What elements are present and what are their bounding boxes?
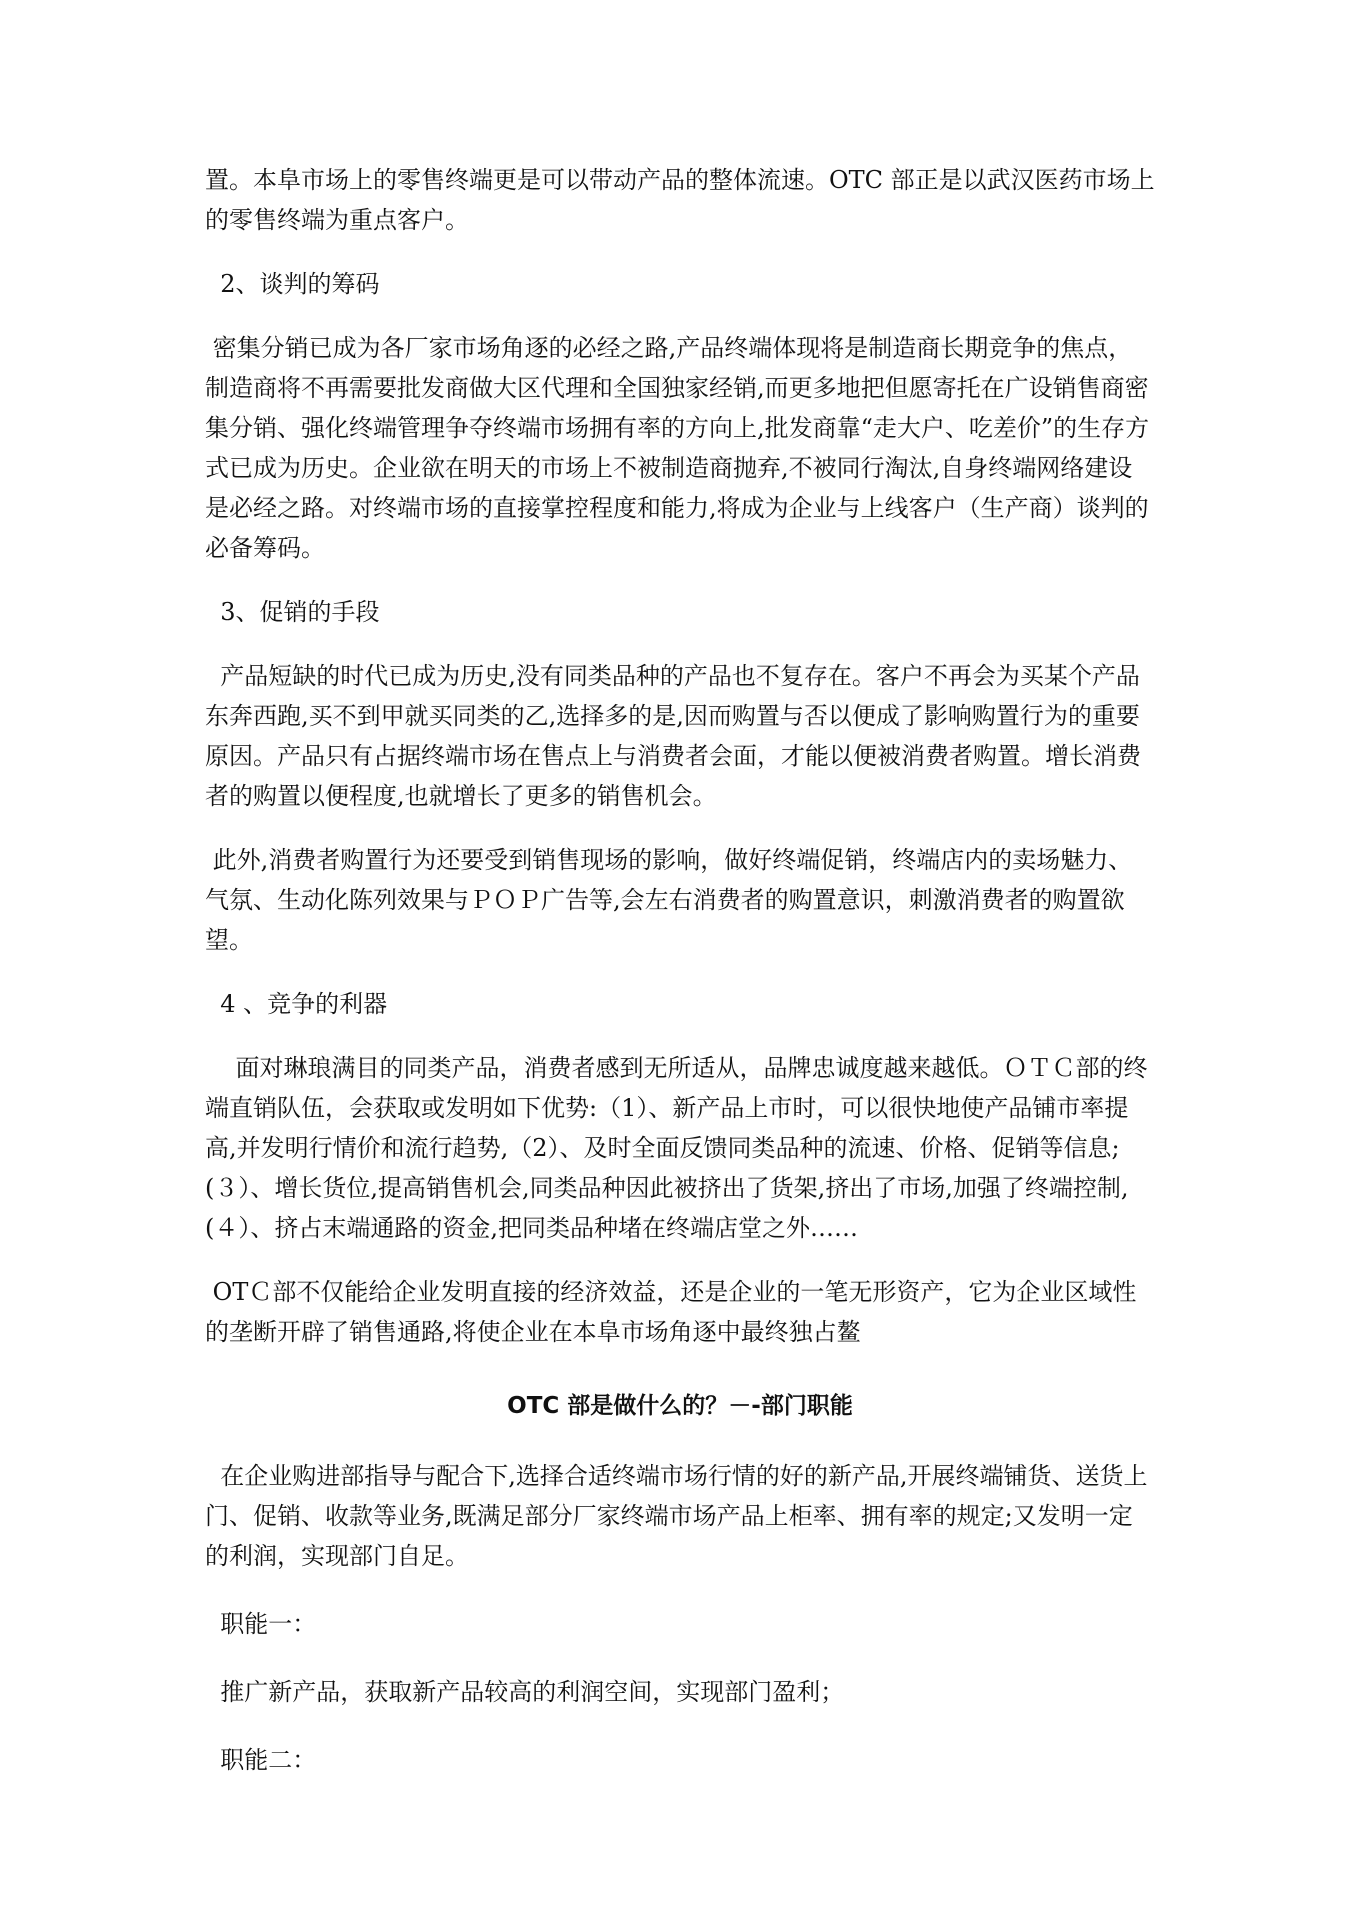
intro-paragraph: 置。本阜市场上的零售终端更是可以带动产品的整体流速。OTC 部正是以武汉医药市场上的零售终端为重点客户。 <box>205 166 1155 234</box>
paragraph-department-functions: 在企业购进部指导与配合下,选择合适终端市场行情的好的新产品,开展终端铺货、送货上门、促销、收款等业务,既满足部分厂家终端市场产品上柜率、拥有率的规定;又发明一定的利润，实现部门自足。 <box>205 1462 1148 1570</box>
document-title: OTC 部是做什么的？－-部门职能 <box>507 1393 853 1419</box>
document-page <box>205 160 1155 1780</box>
paragraph-otc-value: OTＣ部不仅能给企业发明直接的经济效益，还是企业的一笔无形资产，它为企业区域性的垄断开辟了销售通路,将使企业在本阜市场角逐中最终独占鳌 <box>205 1278 1137 1346</box>
function-1-label: 职能一： <box>205 1610 317 1638</box>
paragraph-promotion-b: 此外,消费者购置行为还要受到销售现场的影响，做好终端促销，终端店内的卖场魅力、气氛、生动化陈列效果与ＰＯＰ广告等,会左右消费者的购置意识，刺激消费者的购置欲望。 <box>205 846 1133 954</box>
function-2-label: 职能二： <box>205 1746 317 1774</box>
paragraph-competition: 面对琳琅满目的同类产品，消费者感到无所适从，品牌忠诚度越来越低。ＯＴＣ部的终端直销队伍，会获取或发明如下优势:（1）、新产品上市时，可以很快地使产品铺市率提高,并发明行情价和流行趋势,（2）、及时全面反馈同类品种的流速、价格、促销等信息;(３）、增长货位,提高销售机会,同类品种因此被挤出了货架,挤出了市场,加强了终端控制,(４）、挤占末端通路的资金,把同类品种堵在终端店堂之外…… <box>205 1054 1148 1242</box>
section-heading-4: 4 、竞争的利器 <box>205 990 388 1018</box>
function-1-text: 推广新产品，获取新产品较高的利润空间，实现部门盈利； <box>205 1678 845 1706</box>
paragraph-promotion-a: 产品短缺的时代已成为历史,没有同类品种的产品也不复存在。客户不再会为买某个产品东奔西跑,买不到甲就买同类的乙,选择多的是,因而购置与否以便成了影响购置行为的重要原因。产品只有占据终端市场在售点上与消费者会面，才能以便被消费者购置。增长消费者的购置以便程度,也就增长了更多的销售机会。 <box>205 662 1141 810</box>
section-heading-2: 2、谈判的筹码 <box>205 270 380 298</box>
section-heading-3: 3、促销的手段 <box>205 598 380 626</box>
paragraph-negotiation: 密集分销已成为各厂家市场角逐的必经之路,产品终端体现将是制造商长期竞争的焦点，制造商将不再需要批发商做大区代理和全国独家经销,而更多地把但愿寄托在广设销售商密集分销、强化终端管理争夺终端市场拥有率的方向上,批发商靠“走大户、吃差价”的生存方式已成为历史。企业欲在明天的市场上不被制造商抛弃,不被同行淘汰,自身终端网络建设是必经之路。对终端市场的直接掌控程度和能力,将成为企业与上线客户（生产商）谈判的必备筹码。 <box>205 334 1150 562</box>
